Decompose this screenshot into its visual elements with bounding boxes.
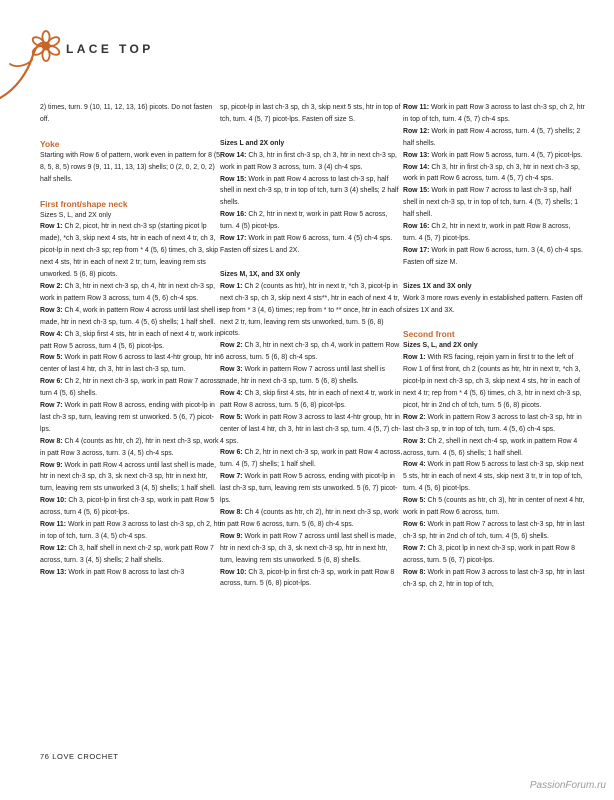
instruction-row — [403, 495, 586, 519]
first-front-heading: First front/shape neck — [40, 198, 128, 209]
magazine-name: LOVE CROCHET — [52, 752, 119, 761]
row-text: With RS facing, rejoin yarn in first tr to the left of Row 1 of first front, ch 2 (counts as htr, htr in next tr, *ch 3, picot-lp in next ch-3 sp, ch 3, skip next 4 sts, htr in each of next 4 tr; rep from * 4 (5, 6) times, ch 3, htr in next ch-3 sp, picot, htr in 2nd ch of tch, turn. 5 (6, 8) picots. — [403, 354, 582, 409]
column-2 — [220, 102, 403, 590]
row-list — [220, 150, 403, 257]
row-label: Row 3: — [40, 306, 63, 314]
row-text: Work in patt Row 8 across to last ch-3 — [66, 568, 185, 576]
row-label: Row 2: — [220, 342, 243, 350]
row-text: Work in patt Row 3 across to last ch-3 sp, ch 2, htr in top of tch, turn. 3 (4, 5) ch-4 sps. — [40, 521, 222, 540]
row-text: Work in patt Row 7 across to last ch-3 sp, half shell in next ch-3 sp, tr in top of tch, turn. 4 (5, 7) shells; 1 half shell. — [403, 187, 579, 219]
instruction-row — [220, 364, 403, 388]
row-text: Work in pattern Row 7 across until last shell is made, htr in next ch-3 sp, turn. 5 (6, 8) shells. — [220, 366, 385, 386]
instruction-row — [403, 436, 586, 460]
row-text: Ch 2, htr in next tr, work in patt Row 5 across, turn. 4 (5) picot-lps. — [220, 211, 388, 231]
instruction-row — [220, 174, 403, 210]
sizes-heading: Sizes L and 2X only — [220, 139, 285, 147]
row-label: Row 7: — [403, 544, 426, 552]
instruction-row — [40, 221, 223, 281]
row-label: Row 3: — [220, 366, 243, 374]
instruction-row — [403, 567, 586, 591]
row-text: Work in patt Row 4 across to last ch-3 sp, half shell in next ch-3 sp, tr in top of tch, turn 3 (4) shells; 2 half shells. — [220, 175, 399, 207]
row-label: Row 17: — [220, 235, 247, 243]
sizes-note: Sizes S, L, and 2X only — [40, 211, 112, 219]
instruction-row — [403, 543, 586, 567]
row-list — [40, 221, 223, 578]
sizes-heading: Sizes 1X and 3X only — [403, 282, 472, 290]
instruction-row — [403, 412, 586, 436]
row-text: Ch 3, htr in next ch-3 sp, ch 4, htr in next ch-3 sp, work in pattern Row 3 across, turn 4 (5, 6) ch-4 sps. — [40, 282, 216, 302]
instruction-row — [403, 459, 586, 495]
second-front-heading: Second front — [403, 329, 455, 340]
row-label: Row 2: — [40, 282, 63, 290]
row-text: Ch 2, htr in next ch-3 sp, work in patt Row 4 across, turn. 4 (5, 7) shells; 1 half shell. — [220, 449, 403, 469]
instruction-row — [40, 460, 223, 496]
row-label: Row 5: — [403, 497, 426, 505]
yoke-text: Starting with Row 6 of pattern, work even in pattern for 8 (5, 8, 5, 8, 5) rows 9 (9, 11, 11, 13, 13) shells; 0 (2, 0, 2, 0, 2) half shells. — [40, 151, 222, 183]
row-label: Row 1: — [403, 354, 426, 362]
row-text: Ch 5 (counts as htr, ch 3), htr in center of next 4 htr, work in patt Row 6 across, turn. — [403, 497, 585, 517]
instruction-row — [40, 543, 223, 567]
instruction-row — [220, 233, 403, 257]
row-text: Work in patt Row 3 across to last ch-3 sp, htr in last ch-3 sp, ch 2, htr in top of tch, — [403, 568, 585, 588]
instruction-row — [40, 519, 223, 543]
row-label: Row 13: — [40, 568, 67, 576]
row-text: Work in patt Row 8 across, ending with picot-lp in last ch-3 sp, turn, leaving rem st unworked. 5 (6, 7) picot-lps. — [40, 402, 215, 433]
instruction-row — [403, 162, 586, 186]
page-header — [0, 0, 614, 100]
row-text: Ch 2, shell in next ch-4 sp, work in pattern Row 4 across, turn. 4 (5, 6) shells; 1 half shell. — [403, 437, 578, 457]
instruction-row — [40, 352, 223, 376]
row-text: Ch 4, work in pattern Row 4 across until last shell is made, htr in next ch-3 sp, turn. 4 (5, 6) shells; 1 half shell. — [40, 306, 222, 326]
row-text: Ch 4 (counts as htr, ch 2), htr in next ch-3 sp, work in patt Row 6 across, turn. 5 (6, 8) ch-4 sps. — [220, 509, 399, 528]
row-text: Ch 4 (counts as htr, ch 2), htr in next ch-3 sp, work in patt Row 3 across, turn. 3 (4, 5) ch-4 sps. — [40, 437, 219, 457]
page-number: 76 — [40, 752, 50, 761]
row-text: Ch 3, htr in first ch-3 sp, ch 3, htr in next ch-3 sp, work in patt Row 3 across, turn. 3 (4) ch-4 sps. — [220, 151, 397, 171]
row-text: Ch 2 (counts as htr), htr in next tr, *ch 3, picot-lp in next ch-3 sp, ch 3, skip next 4 sts**, htr in each of next 4 tr, rep from * 3 (4, 6) times; rep from * to ** once, htr in each of next 2 tr, turn, leaving rem sts unworked, turn. 5 (6, 8) picots. — [220, 282, 402, 338]
row-label: Row 13: — [403, 151, 430, 159]
instruction-row — [220, 531, 403, 567]
instruction-row — [403, 221, 586, 245]
instruction-row — [220, 388, 403, 412]
row-label: Row 5: — [220, 413, 243, 421]
row-label: Row 14: — [403, 163, 430, 171]
row-list — [220, 281, 403, 591]
instruction-row — [403, 245, 586, 269]
row-label: Row 6: — [220, 449, 243, 457]
row-label: Row 6: — [40, 378, 63, 386]
watermark: PassionForum.ru — [529, 780, 606, 791]
row-label: Row 17: — [403, 246, 430, 254]
row-text: Work in pattern Row 3 across to last ch-3 sp, htr in last ch-3 sp, tr in top of tch, turn. 4 (5, 6) ch-4 sps. — [403, 413, 582, 433]
instruction-row — [220, 209, 403, 233]
instruction-row — [403, 352, 586, 412]
row-text: Work in patt Row 3 across to last ch-3 sp, ch 2, htr in top of tch, turn. 4 (5, 7) ch-4 sps. — [403, 104, 585, 123]
row-text: Ch 2, htr in next ch-3 sp, work in patt Row 7 across, turn 4 (5, 6) shells. — [40, 378, 223, 398]
row-label: Row 3: — [403, 437, 426, 445]
row-label: Row 7: — [40, 402, 63, 410]
instruction-row — [220, 567, 403, 591]
row-label: Row 9: — [220, 532, 243, 540]
instruction-row — [40, 376, 223, 400]
row-text: Ch 3, half shell in next ch-2 sp, work patt Row 7 across, turn. 3 (4, 5) shells; 2 half shells. — [40, 544, 214, 564]
intro-text: sp, picot-lp in last ch-3 sp, ch 3, skip next 5 sts, htr in top of tch, turn. 4 (5, 7) picot-lps. Fasten off size S. — [220, 104, 401, 123]
instruction-row — [220, 150, 403, 174]
row-text: Work in patt Row 6 across, turn. 4 (5) ch-4 sps. Fasten off sizes L and 2X. — [220, 235, 393, 254]
row-label: Row 10: — [40, 497, 67, 505]
instruction-row — [220, 340, 403, 364]
instruction-row — [220, 412, 403, 448]
instruction-row — [40, 281, 223, 305]
row-label: Row 11: — [403, 104, 430, 111]
instruction-row — [40, 567, 223, 579]
sizes-text: Work 3 more rows evenly in established pattern. Fasten off sizes 1X and 3X. — [403, 294, 583, 314]
row-text: Work in patt Row 5 across, ending with picot-lp in last ch-3 sp, turn, leaving rem sts unworked. 5 (6, 7) picot-lps. — [220, 473, 398, 505]
row-label: Row 8: — [220, 509, 243, 516]
instruction-row — [40, 305, 223, 329]
instruction-row — [40, 436, 223, 460]
instruction-row — [403, 126, 586, 150]
instruction-row — [40, 400, 223, 436]
row-text: Work in patt Row 6 across to last 4-htr group, htr in center of last 4 htr, ch 3, htr in last ch-3 sp, turn. — [40, 354, 220, 374]
section-title: LACE TOP — [66, 42, 154, 56]
row-label: Row 12: — [40, 544, 67, 552]
row-text: Work in patt Row 4 across until last shell is made, htr in next ch-3 sp, ch 3, sk next ch-3 sp, htr in next htr, turn, leaving rem sts unworked 3 (4, 5) shells; 1 half shell. — [40, 461, 217, 493]
column-3 — [403, 102, 586, 590]
instruction-row — [403, 102, 586, 126]
row-label: Row 14: — [220, 151, 247, 159]
row-text: Ch 3, picot-lp in first ch-3 sp, work in patt Row 8 across, turn. 5 (6, 8) picot-lps. — [220, 568, 395, 588]
row-text: Work in patt Row 5 across to last ch-3 sp, skip next 5 sts, htr in each of next 4 sts, skip next 3 tr, tr in top of tch, turn. 4 (5, 6) picot-lps. — [403, 461, 584, 493]
row-text: Ch 3, htr in first ch-3 sp, ch 3, htr in next ch-3 sp, work in patt Row 6 across, turn. 4 (5, 7) ch-4 sps. — [403, 163, 580, 183]
row-text: Work in patt Row 7 across to last ch-3 sp, htr in last ch-3 sp, htr in 2nd ch of tch, turn. 4 (5, 6) shells. — [403, 521, 585, 540]
row-label: Row 16: — [220, 211, 247, 219]
instruction-row — [403, 519, 586, 543]
row-text: Ch 3, picot-lp in first ch-3 sp, work in patt Row 5 across, turn 4 (5, 6) picot-lps. — [40, 497, 215, 517]
row-label: Row 4: — [40, 330, 63, 338]
instruction-row — [403, 185, 586, 221]
instruction-row — [220, 447, 403, 471]
row-text: Work in patt Row 7 across until last shell is made, htr in next ch-3 sp, ch 3, sk next ch-3 sp, htr in next htr, turn, leaving rem sts unworked. 5 (6, 8) shells. — [220, 532, 397, 564]
sizes-note: Sizes S, L, and 2X only — [403, 342, 478, 350]
row-list — [403, 352, 586, 590]
row-label: Row 2: — [403, 413, 426, 421]
row-label: Row 15: — [220, 175, 247, 183]
row-label: Row 1: — [220, 282, 243, 290]
row-text: Ch 3, picot lp in next ch-3 sp, work in patt Row 8 across, turn. 5 (6, 7) picot-lps. — [403, 544, 575, 564]
row-text: Ch 2, htr in next tr, work in patt Row 8 across, turn. 4 (5, 7) picot-lps. — [403, 223, 571, 242]
sizes-heading: Sizes M, 1X, and 3X only — [220, 270, 301, 278]
intro-text: 2) times, turn. 9 (10, 11, 12, 13, 16) picots. Do not fasten off. — [40, 104, 213, 123]
row-text: Ch 2, picot, htr in next ch-3 sp (starting picot lp made), *ch 3, skip next 4 sts, htr in each of next 4 tr, ch 3, picot-lp in next ch-3 sp; rep from * 4 (5, 6) times, ch 3, skip next 4 sts, htr in each of next 2 tr; turn, leaving rem sts unworked. 5 (6, 8) picots. — [40, 223, 219, 279]
row-text: Work in patt Row 4 across, turn. 4 (5, 7) shells; 2 half shells. — [403, 127, 581, 147]
row-label: Row 7: — [220, 473, 243, 481]
column-1 — [40, 102, 223, 579]
row-text: Ch 3, htr in next ch-3 sp, ch 4, work in pattern Row 6 across, turn. 5 (6, 8) ch-4 sps. — [220, 342, 400, 362]
instruction-row — [403, 150, 586, 162]
row-label: Row 8: — [40, 437, 63, 445]
row-label: Row 8: — [403, 568, 426, 576]
row-label: Row 11: — [40, 521, 67, 529]
instruction-row — [40, 495, 223, 519]
instruction-row — [220, 281, 403, 341]
instruction-row — [220, 507, 403, 531]
instruction-row — [40, 329, 223, 353]
row-text: Work in patt Row 5 across, turn. 4 (5, 7) picot-lps. — [429, 151, 583, 159]
row-label: Row 15: — [403, 187, 430, 195]
row-label: Row 4: — [220, 389, 243, 397]
row-list — [403, 102, 586, 269]
yoke-heading: Yoke — [40, 138, 60, 149]
row-label: Row 1: — [40, 223, 63, 231]
row-label: Row 6: — [403, 521, 426, 528]
instruction-row — [220, 471, 403, 507]
row-label: Row 9: — [40, 461, 63, 469]
row-text: Work in patt Row 6 across, turn. 3 (4, 6) ch-4 sps. Fasten off size M. — [403, 246, 583, 266]
row-label: Row 5: — [40, 354, 63, 362]
row-text: Ch 3, skip first 4 sts, htr in each of next 4 tr, work in patt Row 5 across, turn 4 (5, 6) picot-lps. — [40, 330, 221, 350]
row-label: Row 4: — [403, 461, 426, 469]
row-text: Work in patt Row 3 across to last 4-htr group, htr in center of last 4 htr, ch 3, htr in last ch-3 sp, turn. 4 (5, 7) ch-4 sps. — [220, 413, 401, 445]
row-label: Row 12: — [403, 127, 430, 135]
row-text: Ch 3, skip first 4 sts, htr in each of next 4 tr, work in patt Row 8 across, turn. 5 (6, 8) picot-lps. — [220, 389, 401, 409]
row-label: Row 10: — [220, 568, 247, 576]
page-footer — [40, 752, 119, 761]
row-label: Row 16: — [403, 223, 430, 231]
